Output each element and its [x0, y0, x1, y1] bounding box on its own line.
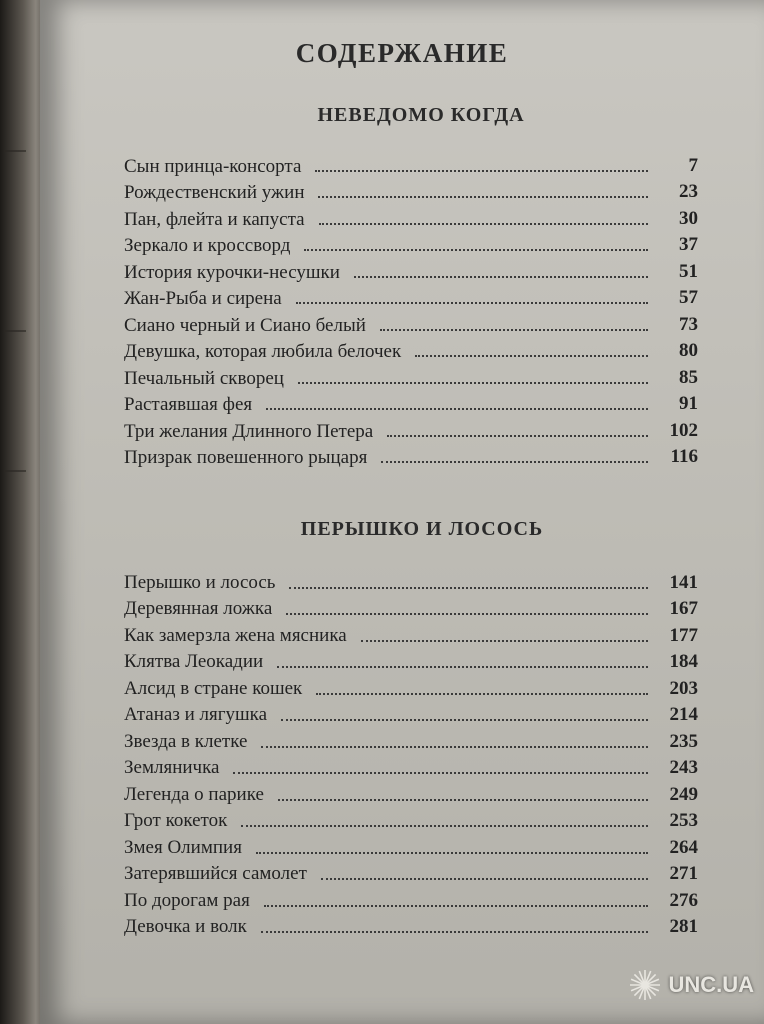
page-title: СОДЕРЖАНИЕ	[295, 38, 509, 68]
dot-leader	[281, 718, 648, 721]
dot-leader	[387, 434, 648, 437]
toc-entry	[124, 806, 698, 833]
toc-page-number: 249	[669, 783, 698, 805]
dot-leader	[315, 169, 648, 172]
toc-entry	[124, 362, 698, 389]
toc-entry-title: Легенда о парике	[124, 783, 264, 805]
dot-leader	[321, 877, 648, 880]
toc-entry-title: Змея Олимпия	[124, 836, 242, 858]
toc-entry	[124, 309, 698, 336]
toc-page-number: 253	[669, 810, 698, 831]
toc-page-number: 214	[669, 704, 698, 725]
toc-entry-title: Рождественский ужин	[124, 182, 305, 203]
toc-entry	[124, 256, 698, 283]
toc-entry	[124, 912, 698, 939]
dot-leader	[241, 824, 648, 827]
toc-entry	[124, 779, 698, 806]
dot-leader	[380, 328, 648, 331]
toc-entry-title: Перышко и лосось	[124, 571, 276, 593]
dot-leader	[266, 407, 648, 410]
toc-page-number: 7	[688, 154, 698, 176]
book-page	[40, 0, 764, 1024]
dot-leader	[261, 745, 648, 748]
toc-entry-title: Печальный скворец	[124, 367, 284, 389]
toc-page-number: 73	[679, 313, 698, 335]
toc-entry	[124, 673, 698, 700]
toc-entry-title: Зеркало и кроссворд	[124, 235, 291, 256]
toc-page-number: 141	[669, 571, 698, 593]
toc-entry	[124, 567, 698, 594]
toc-entry	[124, 203, 698, 230]
toc-page-number: 116	[670, 446, 698, 467]
toc-entry	[124, 283, 698, 310]
dot-leader	[277, 665, 648, 668]
dot-leader	[354, 275, 648, 278]
toc-entry-title: Призрак повешенного рыцаря	[124, 447, 368, 468]
section-heading: ПЕРЫШКО И ЛОСОСЬ	[300, 518, 544, 540]
toc-entry-title: Растаявшая фея	[124, 394, 253, 415]
toc-entry-title: Клятва Леокадии	[124, 651, 264, 672]
watermark-logo	[628, 968, 754, 1002]
toc-page-number: 184	[669, 651, 698, 672]
toc-entry	[124, 859, 698, 886]
toc-entry	[124, 832, 698, 859]
book-spine	[0, 0, 42, 1024]
dot-leader	[286, 612, 648, 615]
dot-leader	[415, 354, 648, 357]
watermark-text: UNC.UA	[668, 972, 754, 997]
toc-page-number: 91	[679, 393, 698, 414]
toc-page-number: 243	[669, 757, 698, 778]
toc-entry	[124, 594, 698, 621]
dot-leader	[361, 639, 648, 642]
toc-entry-title: Деревянная ложка	[124, 598, 273, 619]
toc-entry-title: Жан-Рыба и сирена	[124, 288, 282, 309]
toc-list	[124, 150, 698, 468]
dot-leader	[278, 798, 648, 801]
dot-leader	[289, 586, 648, 589]
starburst-icon	[628, 968, 662, 1002]
toc-entry	[124, 753, 698, 780]
toc-page-number: 271	[669, 863, 698, 884]
dot-leader	[381, 460, 648, 463]
toc-page-number: 57	[679, 287, 698, 308]
toc-entry-title: Как замерзла жена мясника	[124, 624, 347, 646]
toc-entry-title: Земляничка	[124, 757, 220, 778]
toc-entry-title: По дорогам рая	[124, 889, 250, 911]
dot-leader	[316, 692, 648, 695]
toc-entry	[124, 647, 698, 674]
toc-page-number: 23	[679, 181, 698, 202]
toc-entry-title: Звезда в клетке	[124, 730, 248, 752]
toc-page-number: 167	[669, 598, 698, 619]
toc-list	[124, 567, 698, 938]
toc-page-number: 37	[679, 234, 698, 255]
dot-leader	[318, 195, 648, 198]
toc-page-number: 102	[669, 419, 698, 441]
toc-entry-title: Три желания Длинного Петера	[124, 420, 374, 442]
toc-entry-title: Девушка, которая любила белочек	[124, 341, 402, 362]
toc-entry	[124, 415, 698, 442]
toc-entry	[124, 726, 698, 753]
dot-leader	[233, 771, 648, 774]
toc-page-number: 235	[669, 730, 698, 752]
toc-page-number: 51	[679, 260, 698, 282]
toc-entry	[124, 620, 698, 647]
toc-page-number: 177	[669, 624, 698, 646]
toc-entry	[124, 700, 698, 727]
toc-page-number: 264	[669, 836, 698, 858]
toc-page-number: 281	[669, 916, 698, 937]
toc-entry	[124, 177, 698, 204]
spine-edge-mark	[4, 330, 26, 332]
toc-page-number: 276	[669, 889, 698, 911]
toc-entry	[124, 336, 698, 363]
toc-entry-title: Затерявшийся самолет	[124, 863, 307, 884]
toc-entry	[124, 389, 698, 416]
dot-leader	[304, 248, 648, 251]
dot-leader	[264, 904, 648, 907]
toc-entry-title: Девочка и волк	[124, 916, 247, 937]
dot-leader	[319, 222, 648, 225]
toc-page-number: 30	[679, 207, 698, 229]
toc-entry-title: Грот кокеток	[124, 810, 228, 831]
toc-page-number: 80	[679, 340, 698, 361]
toc-entry-title: История курочки-несушки	[124, 261, 340, 283]
spine-edge-mark	[4, 470, 26, 472]
toc-entry	[124, 150, 698, 177]
toc-entry-title: Атаназ и лягушка	[124, 704, 268, 725]
dot-leader	[261, 930, 648, 933]
section-heading: НЕВЕДОМО КОГДА	[317, 104, 525, 126]
toc-entry-title: Сиано черный и Сиано белый	[124, 314, 366, 336]
toc-entry-title: Сын принца-консорта	[124, 155, 302, 177]
toc-entry	[124, 442, 698, 469]
toc-page-number: 203	[669, 677, 698, 699]
dot-leader	[296, 301, 648, 304]
spine-edge-mark	[4, 150, 26, 152]
dot-leader	[298, 381, 648, 384]
toc-entry	[124, 230, 698, 257]
dot-leader	[256, 851, 648, 854]
toc-page-number: 85	[679, 366, 698, 388]
toc-entry-title: Пан, флейта и капуста	[124, 208, 305, 230]
toc-entry-title: Алсид в стране кошек	[124, 677, 303, 699]
toc-entry	[124, 885, 698, 912]
